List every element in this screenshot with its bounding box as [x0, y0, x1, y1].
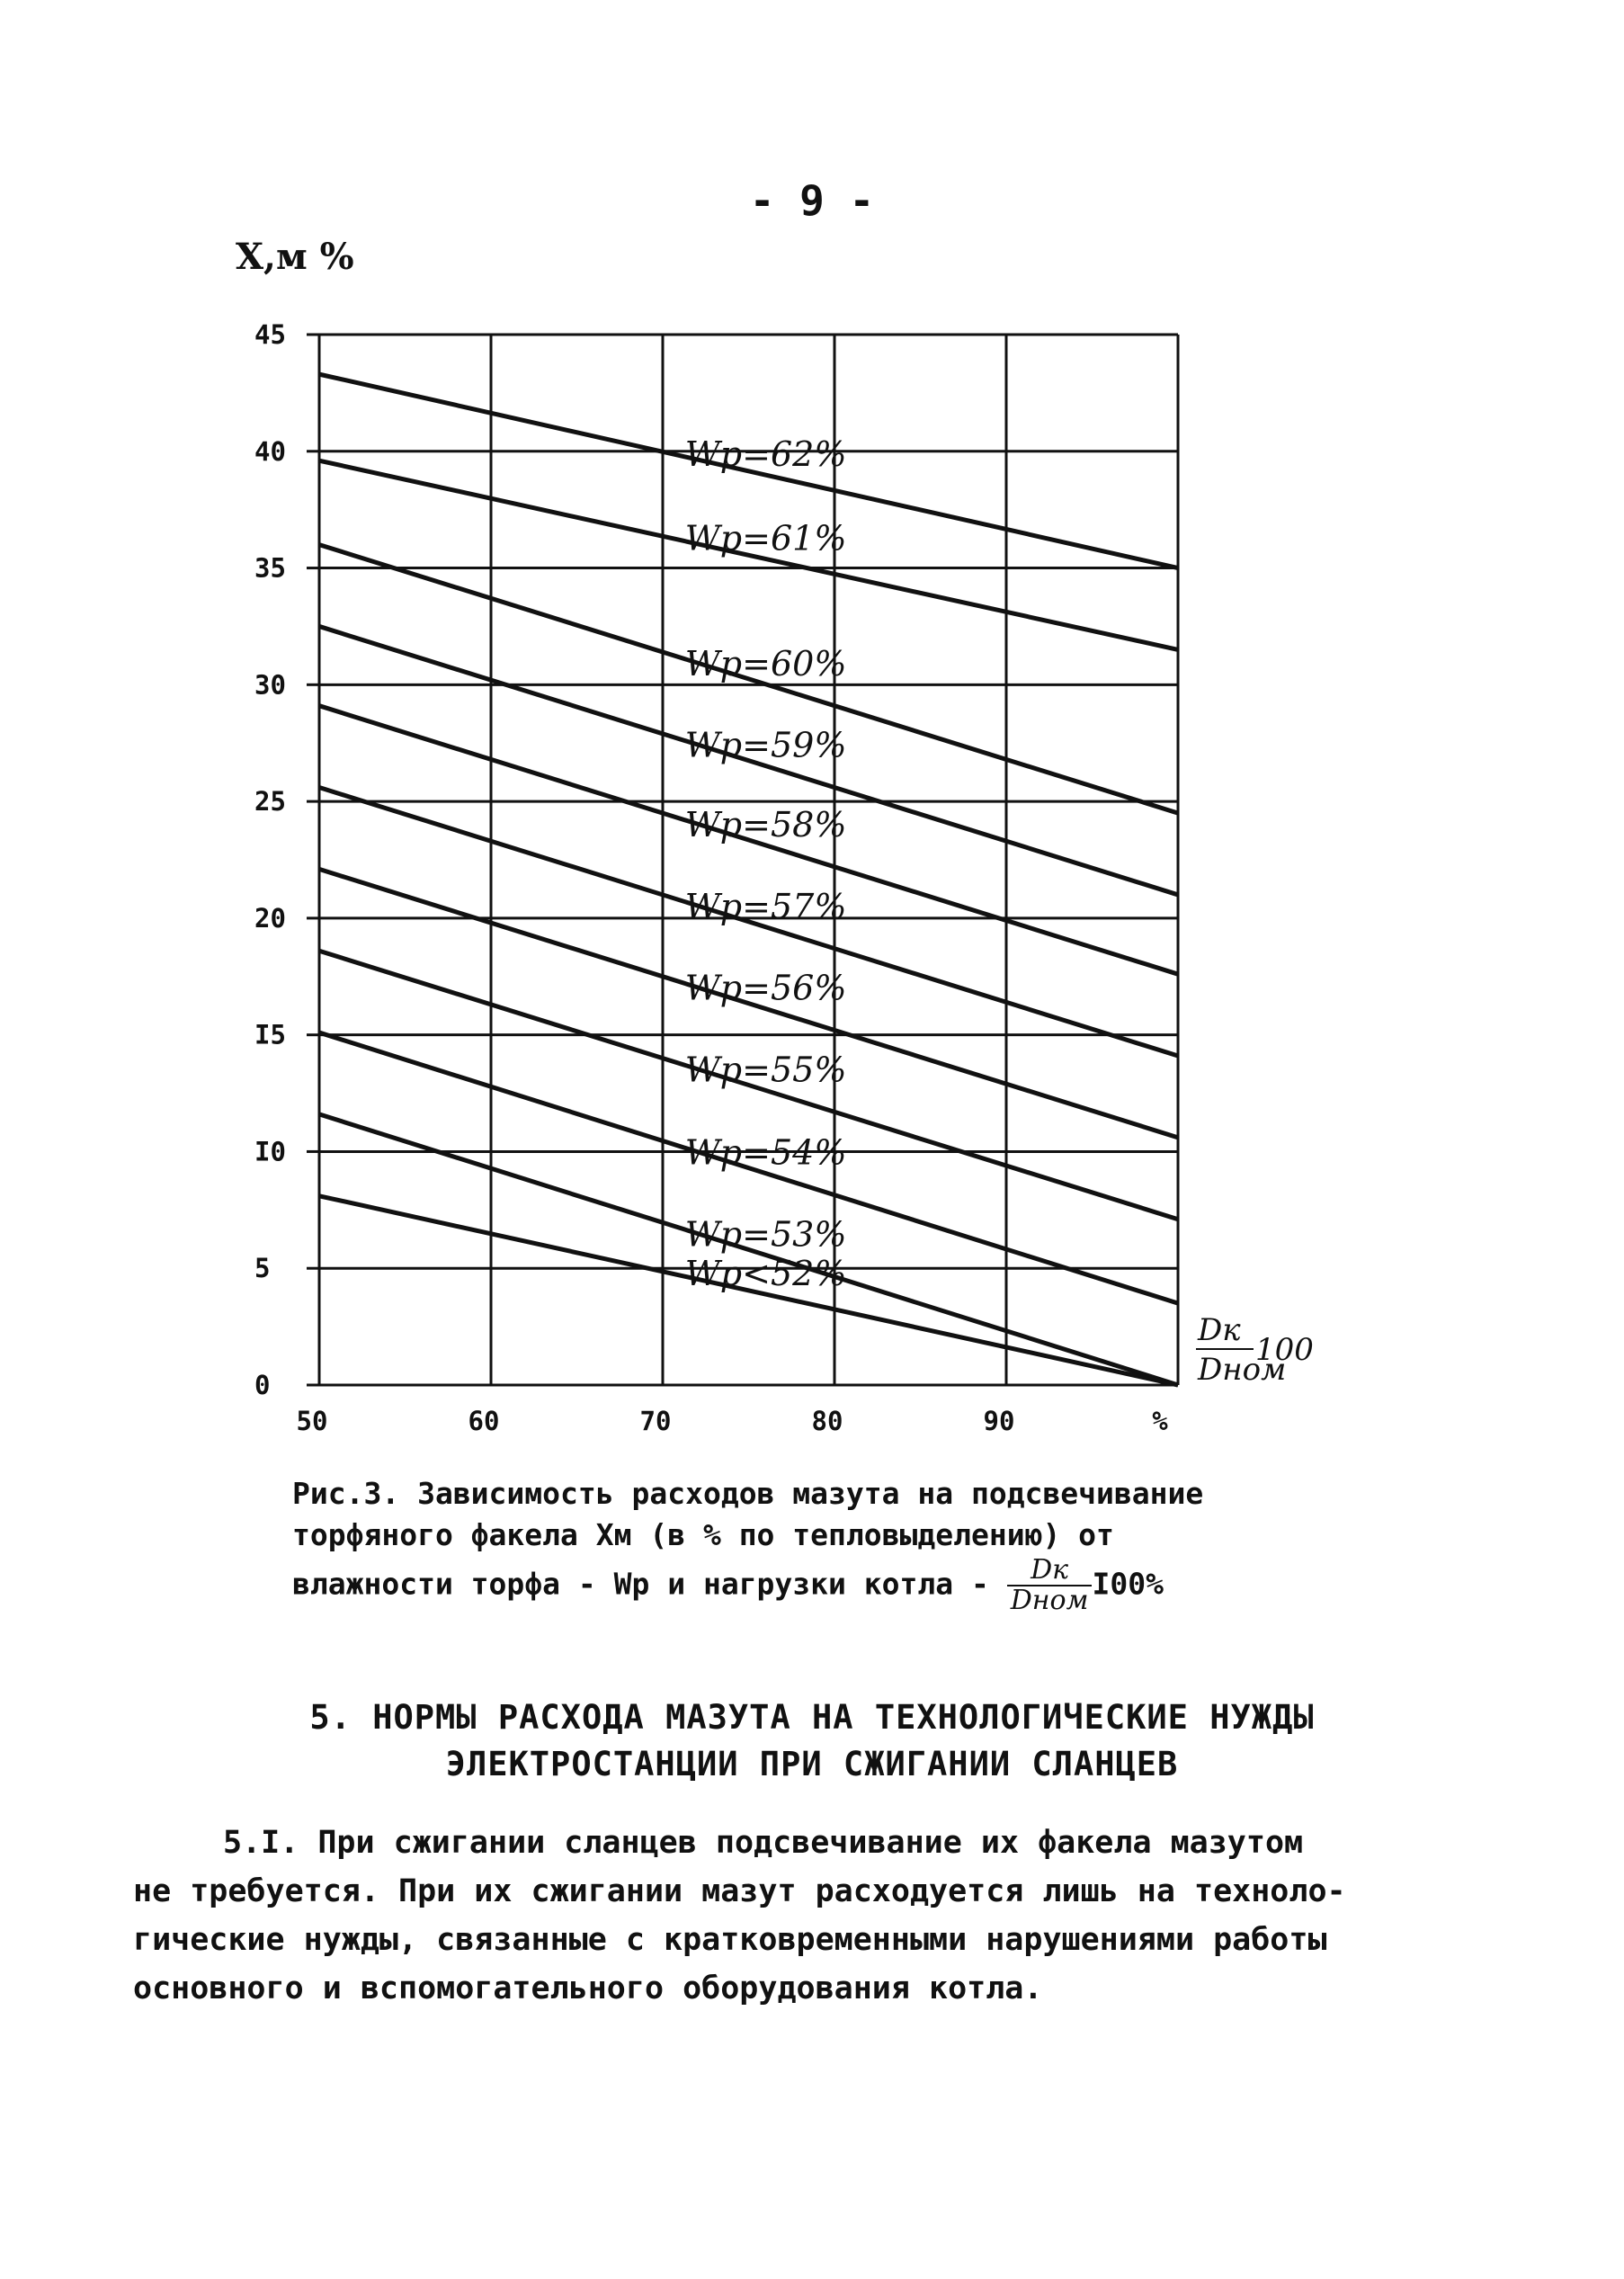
series-label-0: Wр=62%	[684, 434, 847, 475]
series-label-1: Wр=61%	[684, 518, 847, 559]
x-tick-label-1: 60	[468, 1406, 500, 1436]
section-title-line-2: ЭЛЕКТРОСТАНЦИИ ПРИ СЖИГАНИИ СЛАНЦЕВ	[445, 1745, 1179, 1783]
x-tick-label-2: 70	[639, 1406, 672, 1436]
x-axis-fraction-suffix: 100	[1255, 1332, 1314, 1368]
y-tick-label-8: 5	[254, 1253, 271, 1284]
figure-caption	[292, 1473, 1299, 1615]
caption-line-3-text: влажности торфа - Wр и нагрузки котла -	[292, 1566, 989, 1602]
y-tick-label-6: I5	[254, 1019, 286, 1050]
x-tick-label-0: 50	[296, 1406, 328, 1436]
series-label-9: Wр=53%	[684, 1214, 847, 1255]
y-tick-label-4: 25	[254, 786, 286, 818]
x-tick-label-3: 80	[811, 1406, 843, 1436]
series-label-3: Wр=59%	[684, 725, 847, 765]
caption-line-3	[292, 1556, 1299, 1615]
page-number: - 9 -	[749, 176, 875, 225]
series-label-6: Wр=56%	[684, 968, 847, 1008]
paragraph-line-4: основного и вспомогательного оборудования котла.	[133, 1971, 1043, 2006]
x-tick-label-4: 90	[983, 1406, 1015, 1436]
series-label-2: Wр=60%	[684, 643, 847, 684]
y-tick-label-5: 20	[254, 902, 286, 934]
caption-line-3-suffix: I00%	[1092, 1566, 1164, 1602]
y-tick-label-7: I0	[254, 1136, 286, 1167]
y-tick-label-1: 40	[254, 435, 286, 467]
caption-fraction-denominator: Dном	[1010, 1585, 1089, 1616]
series-label-5: Wр=57%	[684, 886, 847, 926]
caption-line-1: Рис.3. Зависимость расходов мазута на подсвечивание	[292, 1476, 1204, 1511]
section-title-line-1: 5. НОРМЫ РАСХОДА МАЗУТА НА ТЕХНОЛОГИЧЕСКИЕ НУЖДЫ	[309, 1698, 1315, 1737]
x-axis-fraction-denominator: Dном	[1198, 1352, 1287, 1388]
y-axis-unit-label: Х,м %	[236, 236, 354, 278]
y-tick-label-9: 0	[254, 1370, 271, 1400]
paragraph-line-1: 5.I. При сжигании сланцев подсвечивание их факела мазутом	[223, 1825, 1304, 1861]
paragraph-line-2: не требуется. При их сжигании мазут расходуется лишь на техноло-	[133, 1873, 1346, 1909]
series-label-4: Wр=58%	[684, 804, 847, 845]
series-label-8: Wр=54%	[684, 1132, 847, 1173]
paragraph-line-3: гические нужды, связанные с кратковременными нарушениями работы	[133, 1922, 1327, 1958]
y-tick-label-2: 35	[254, 552, 286, 584]
caption-line-2: торфяного факела Хм (в % по тепловыделению) от	[292, 1517, 1114, 1552]
series-label-10: Wр<52%	[684, 1254, 847, 1294]
x-axis-fraction-numerator: Dк	[1198, 1312, 1241, 1348]
y-tick-label-3: 30	[254, 669, 286, 701]
x-tick-label-5: %	[1152, 1406, 1168, 1436]
paragraph-5-1	[133, 1819, 1356, 2013]
y-tick-label-0: 45	[254, 319, 286, 350]
caption-fraction-numerator: Dк	[1007, 1556, 1093, 1586]
series-label-7: Wр=55%	[684, 1050, 847, 1090]
caption-load-fraction	[1007, 1556, 1093, 1615]
